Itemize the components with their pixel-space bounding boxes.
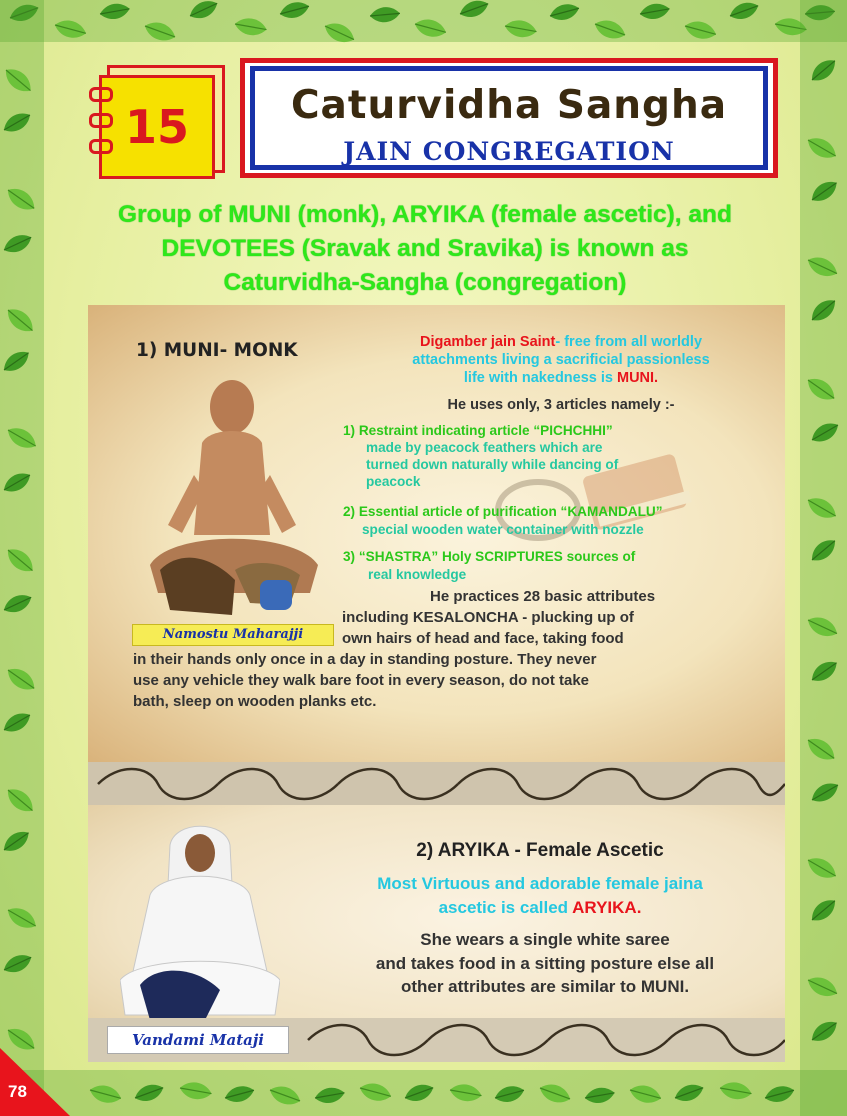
intro-line: Caturvidha-Sangha (congregation)	[223, 269, 627, 296]
muni-attributes-line: in their hands only once in a day in standing posture. They never	[133, 651, 597, 668]
intro-paragraph	[40, 198, 810, 300]
article-1-line: turned down naturally while dancing of	[366, 457, 619, 472]
spiral-ring-icon	[89, 87, 113, 102]
intro-line: DEVOTEES (Sravak and Sravika) is known as	[161, 235, 689, 262]
spiral-ring-icon	[89, 113, 113, 128]
monk-photo	[140, 365, 325, 620]
article-3-line: real knowledge	[368, 567, 467, 582]
muni-attributes-line: including KESALONCHA - plucking up of	[342, 609, 634, 626]
aryika-desc-emphasis: ARYIKA.	[572, 898, 642, 917]
muni-attributes-line: own hairs of head and face, taking food	[342, 630, 624, 647]
aryika-desc-line: Most Virtuous and adorable female jaina	[377, 874, 703, 893]
article-1-line: 1) Restraint indicating article “PICHCHHI”	[343, 423, 613, 438]
aryika-photo	[120, 815, 280, 1025]
aryika-attr-line: and takes food in a sitting posture else all	[375, 953, 715, 973]
muni-attributes-line: use any vehicle they walk bare foot in every season, do not take	[133, 672, 589, 689]
muni-desc-dash: - free from all worldly	[555, 334, 703, 350]
article-2-line: special wooden water container with nozzle	[362, 522, 644, 537]
chapter-number: 15	[124, 100, 189, 154]
intro-line: Group of MUNI (monk), ARYIKA (female ascetic), and	[118, 201, 732, 228]
chapter-badge	[95, 65, 225, 175]
aryika-desc-line: ascetic is called	[438, 898, 573, 917]
muni-desc-line: life with nakedness is	[463, 370, 617, 386]
article-1-line: peacock	[366, 474, 421, 489]
spiral-ring-icon	[89, 139, 113, 154]
ornamental-divider	[88, 762, 785, 806]
badge-front-page	[99, 75, 215, 179]
aryika-description	[300, 872, 780, 920]
muni-photo-caption: Namostu Maharajji	[132, 624, 334, 646]
page-number: 78	[8, 1082, 27, 1101]
aryika-heading: 2) ARYIKA - Female Ascetic	[416, 840, 664, 861]
aryika-attr-line: She wears a single white saree	[420, 930, 670, 949]
aryika-attributes	[300, 928, 790, 999]
title-box	[240, 58, 778, 178]
muni-uses-line: He uses only, 3 articles namely :-	[447, 397, 675, 413]
muni-heading: 1) MUNI- MONK	[136, 340, 298, 361]
aryika-photo-caption: Vandami Mataji	[107, 1026, 289, 1054]
muni-attributes-line: bath, sleep on wooden planks etc.	[133, 693, 377, 710]
muni-desc-line: attachments living a sacrificial passionless	[412, 352, 710, 368]
article-1-line: made by peacock feathers which are	[366, 440, 603, 455]
title-box-inner-frame	[250, 66, 768, 170]
muni-desc-lead: Digamber jain Saint	[419, 334, 556, 350]
aryika-attr-line: other attributes are similar to MUNI.	[400, 977, 690, 996]
muni-description	[336, 333, 786, 387]
page-title: Caturvidha Sangha	[290, 83, 728, 128]
muni-attributes-line: He practices 28 basic attributes	[430, 588, 656, 605]
article-2-line: 2) Essential article of purification “KAMANDALU”	[343, 504, 663, 519]
article-3-line: 3) “SHASTRA” Holy SCRIPTURES sources of	[343, 549, 636, 564]
muni-desc-emphasis: MUNI.	[617, 370, 659, 386]
page-subtitle: JAIN CONGREGATION	[343, 137, 675, 166]
